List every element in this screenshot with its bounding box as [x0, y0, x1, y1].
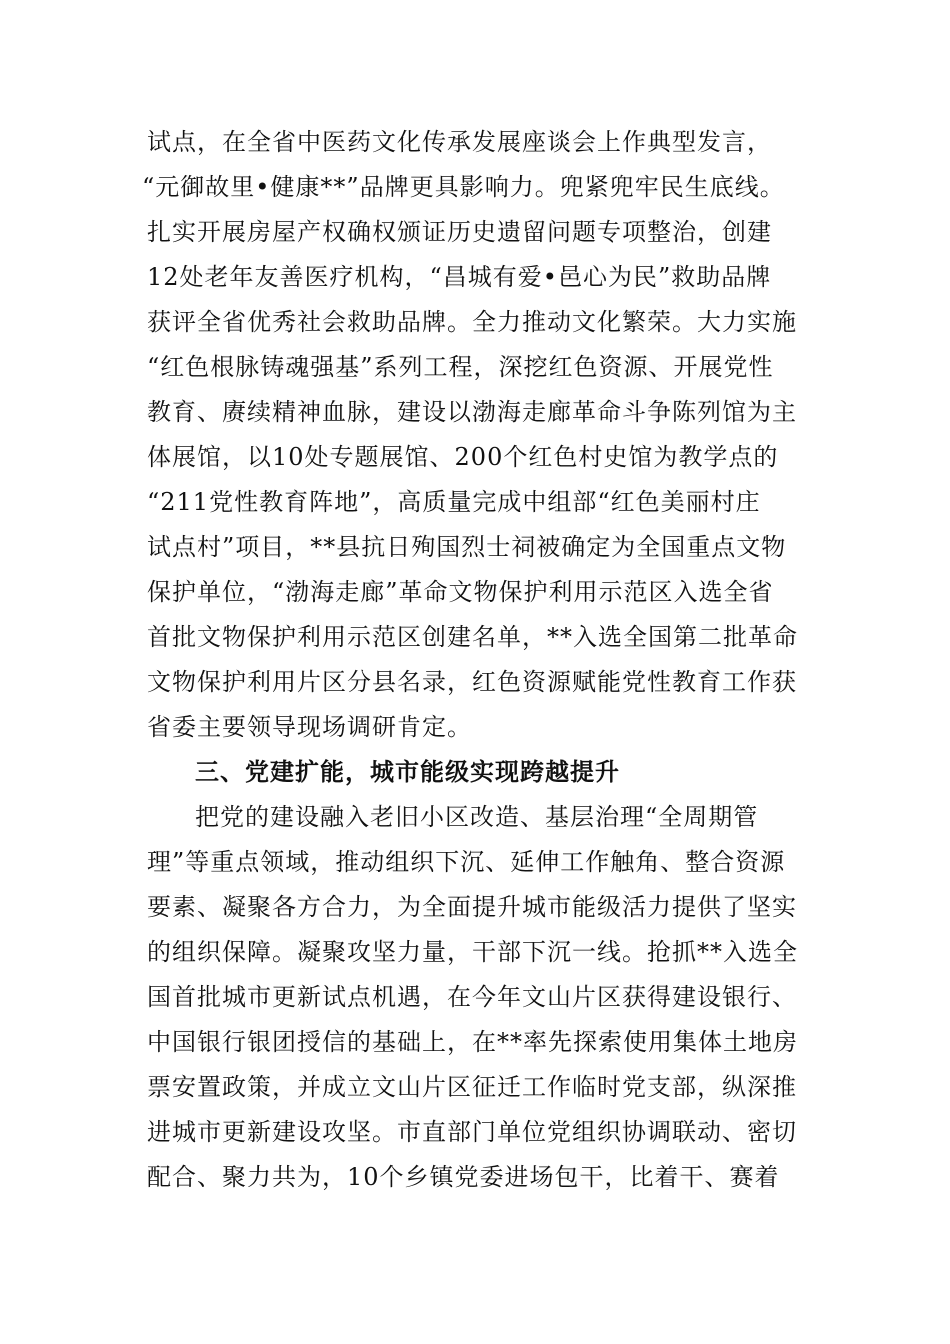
paragraph-line: “红色根脉铸魂强基”系列工程，深挖红色资源、开展党性 [147, 353, 774, 381]
paragraph-line: 获评全省优秀社会救助品牌。全力推动文化繁荣。大力实施 [147, 308, 797, 336]
paragraph-line: 试点，在全省中医药文化传承发展座谈会上作典型发言， [147, 128, 772, 156]
paragraph-line: 理”等重点领域，推动组织下沉、延伸工作触角、整合资源 [147, 848, 786, 876]
paragraph-line: 教育、赓续精神血脉，建设以渤海走廊革命斗争陈列馆为主 [147, 398, 797, 426]
paragraph-line: 12处老年友善医疗机构，“昌城有爱•邑心为民”救助品牌 [147, 263, 772, 291]
paragraph-line: 扎实开展房屋产权确权颁证历史遗留问题专项整治，创建 [147, 218, 772, 246]
paragraph-line: “元御故里•健康**”品牌更具影响力。兜紧兜牢民生底线。 [142, 173, 785, 201]
paragraph-line: 的组织保障。凝聚攻坚力量，干部下沉一线。抢抓**入选全 [147, 938, 798, 966]
paragraph-line: 中国银行银团授信的基础上，在**率先探索使用集体土地房 [147, 1028, 798, 1056]
paragraph-line: 把党的建设融入老旧小区改造、基层治理“全周期管 [195, 803, 759, 831]
paragraph-line: 文物保护利用片区分县名录，红色资源赋能党性教育工作获 [147, 668, 797, 696]
section-heading: 三、党建扩能，城市能级实现跨越提升 [195, 758, 620, 786]
paragraph-line: 首批文物保护利用示范区创建名单，**入选全国第二批革命 [147, 623, 798, 651]
paragraph-line: 保护单位，“渤海走廊”革命文物保护利用示范区入选全省 [147, 578, 774, 606]
paragraph-line: 进城市更新建设攻坚。市直部门单位党组织协调联动、密切 [147, 1118, 797, 1146]
paragraph-line: “211党性教育阵地”，高质量完成中组部“红色美丽村庄 [147, 488, 761, 516]
paragraph-line: 票安置政策，并成立文山片区征迁工作临时党支部，纵深推 [147, 1073, 797, 1101]
paragraph-line: 省委主要领导现场调研肯定。 [147, 713, 472, 741]
paragraph-line: 要素、凝聚各方合力，为全面提升城市能级活力提供了坚实 [147, 893, 797, 921]
paragraph-line: 试点村”项目，**县抗日殉国烈士祠被确定为全国重点文物 [147, 533, 787, 561]
paragraph-line: 体展馆，以10处专题展馆、200个红色村史馆为教学点的 [147, 443, 779, 471]
paragraph-line: 国首批城市更新试点机遇，在今年文山片区获得建设银行、 [147, 983, 797, 1011]
paragraph-line: 配合、聚力共为，10个乡镇党委进场包干，比着干、赛着 [147, 1163, 780, 1191]
